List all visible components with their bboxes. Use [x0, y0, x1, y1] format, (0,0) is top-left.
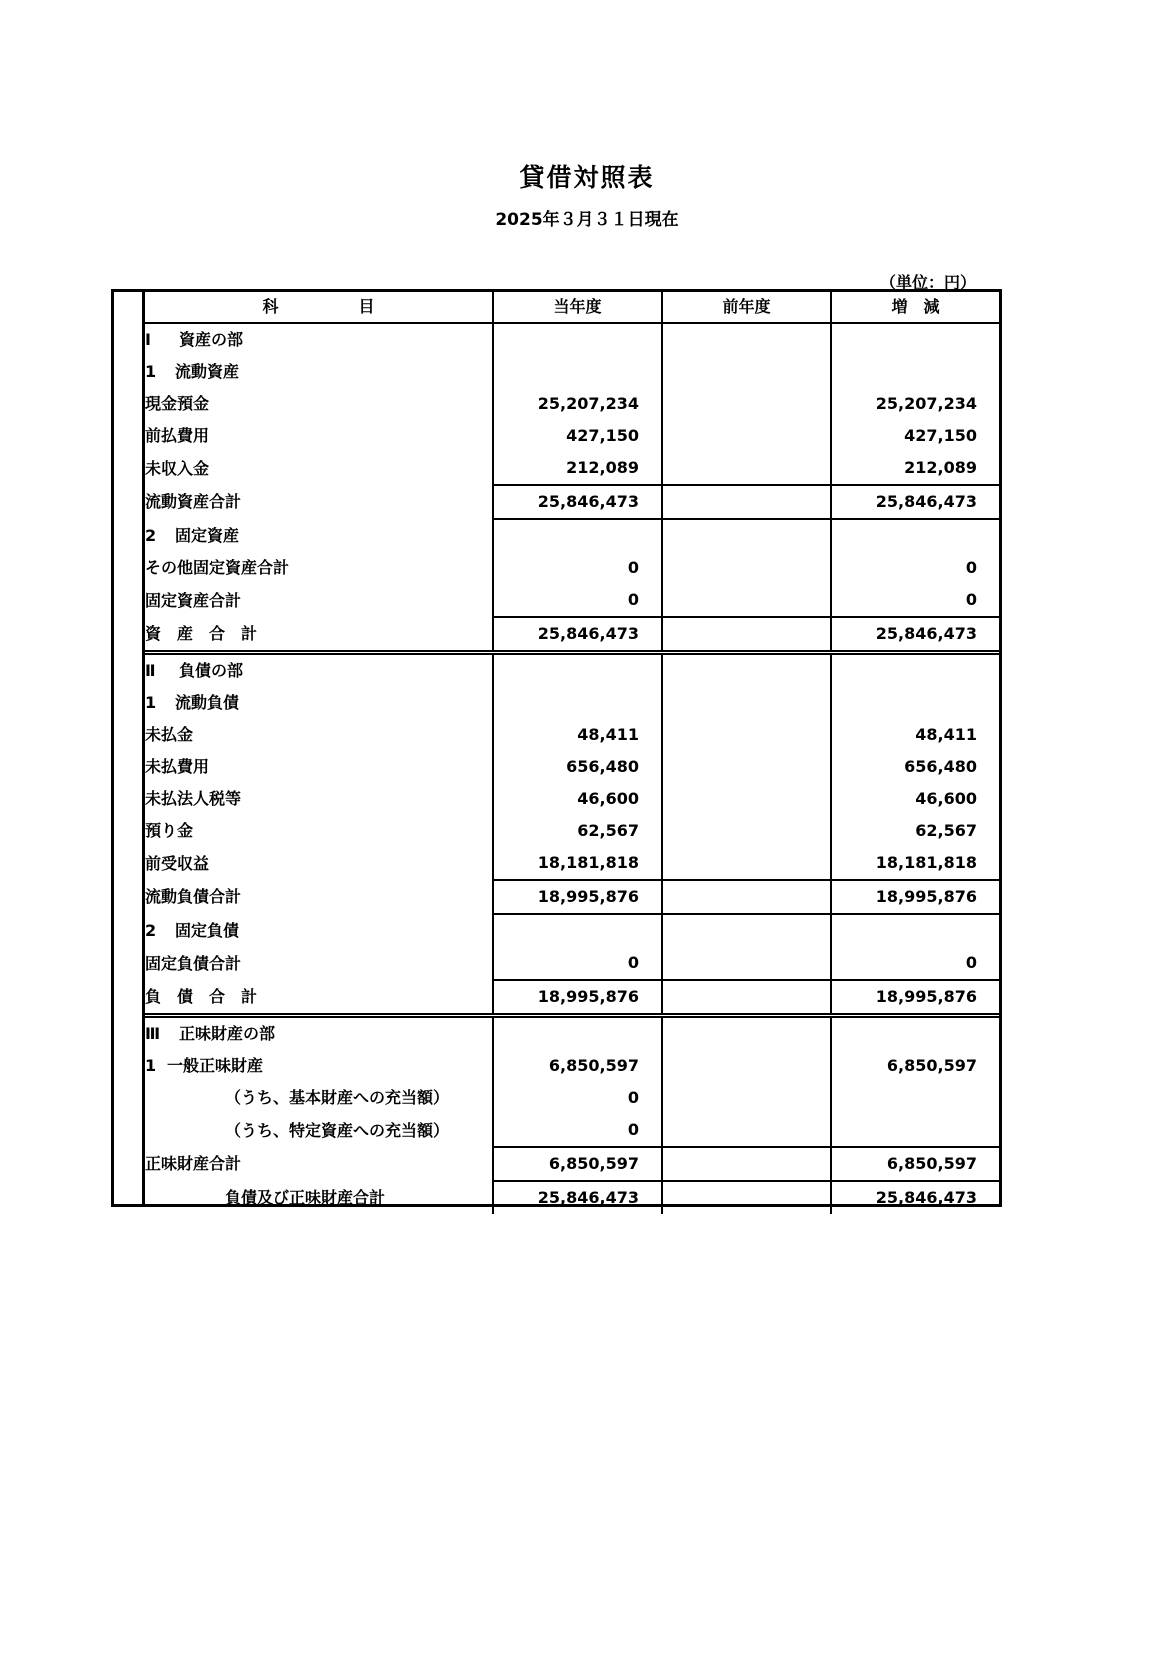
row-label: 未払金 — [145, 725, 194, 744]
subsection-number: 1 — [145, 362, 157, 381]
value-previous — [662, 617, 831, 653]
value-change: 0 — [831, 552, 999, 584]
value-previous — [662, 1050, 831, 1082]
header-subject: 科 目 — [145, 292, 493, 323]
row-label: 預り金 — [145, 821, 194, 840]
value-previous — [662, 1147, 831, 1181]
section-numeral: Ⅲ — [145, 1024, 161, 1043]
value-previous — [662, 388, 831, 420]
value-change: 18,181,818 — [831, 847, 999, 880]
value-change: 25,846,473 — [831, 617, 999, 653]
subsection-number: 1 — [145, 693, 157, 712]
row-label: （うち、特定資産への充当額） — [225, 1120, 450, 1140]
row-label: 未払法人税等 — [145, 789, 242, 808]
value-current: 18,995,876 — [493, 980, 662, 1016]
value-current: 0 — [493, 552, 662, 584]
value-current: 18,181,818 — [493, 847, 662, 880]
page-title: 貸借対照表 — [519, 163, 655, 192]
row-label: 固定資産 — [175, 525, 240, 545]
header-current-year: 当年度 — [493, 292, 662, 323]
table-row — [145, 452, 999, 485]
value-current: 48,411 — [493, 719, 662, 751]
value-previous — [662, 452, 831, 485]
row-label: 流動負債合計 — [145, 887, 242, 906]
table-row — [145, 1114, 999, 1147]
value-previous — [662, 880, 831, 914]
table-row — [145, 751, 999, 783]
row-label: 現金預金 — [145, 394, 210, 413]
value-previous — [662, 584, 831, 617]
row-label: 流動資産合計 — [145, 492, 242, 511]
subsection-number: 2 — [145, 920, 157, 940]
value-change: 427,150 — [831, 420, 999, 452]
value-current: 427,150 — [493, 420, 662, 452]
value-current: 6,850,597 — [493, 1147, 662, 1181]
value-current: 6,850,597 — [493, 1050, 662, 1082]
row-label: その他固定資産合計 — [145, 558, 290, 577]
table-row — [145, 420, 999, 452]
value-current: 25,846,473 — [493, 617, 662, 653]
row-label: 固定資産合計 — [145, 590, 242, 610]
value-change: 6,850,597 — [831, 1050, 999, 1082]
table-row — [145, 617, 999, 653]
value-change: 0 — [831, 947, 999, 980]
value-current: 62,567 — [493, 815, 662, 847]
header-change: 増 減 — [831, 292, 999, 323]
table-row — [145, 653, 999, 688]
row-label: 正味財産合計 — [145, 1154, 242, 1173]
header-row — [145, 292, 999, 323]
value-change: 48,411 — [831, 719, 999, 751]
row-label: 流動資産 — [175, 362, 240, 381]
value-change: 656,480 — [831, 751, 999, 783]
row-label: 固定負債 — [175, 920, 240, 940]
row-label: 前受収益 — [145, 853, 210, 873]
section-label-assets: 資産の部 — [179, 330, 244, 349]
table-row — [145, 914, 999, 947]
table-row — [145, 356, 999, 388]
value-current: 25,846,473 — [493, 485, 662, 519]
row-label: 負債及び正味財産合計 — [225, 1187, 386, 1207]
value-previous — [662, 783, 831, 815]
row-label: 流動負債 — [175, 693, 240, 712]
value-change: 0 — [831, 584, 999, 617]
value-previous — [662, 552, 831, 584]
table-row — [145, 323, 999, 356]
value-previous — [662, 751, 831, 783]
value-change — [831, 1082, 999, 1114]
table-row — [145, 1181, 999, 1214]
table-row — [145, 687, 999, 719]
section-numeral: Ⅱ — [145, 661, 156, 680]
value-change: 18,995,876 — [831, 980, 999, 1016]
value-current: 0 — [493, 947, 662, 980]
table-row — [145, 719, 999, 751]
value-previous — [662, 815, 831, 847]
row-label: 負 債 合 計 — [145, 980, 493, 1016]
value-change: 6,850,597 — [831, 1147, 999, 1181]
value-previous — [662, 847, 831, 880]
table-row — [145, 1082, 999, 1114]
row-label: 前払費用 — [145, 426, 210, 445]
value-change — [831, 1114, 999, 1147]
subsection-number: 2 — [145, 525, 157, 545]
value-current: 656,480 — [493, 751, 662, 783]
section-label-net-assets: 正味財産の部 — [179, 1024, 276, 1043]
table-row — [145, 815, 999, 847]
value-change: 46,600 — [831, 783, 999, 815]
value-previous — [662, 485, 831, 519]
table-row — [145, 880, 999, 914]
value-current: 25,846,473 — [493, 1181, 662, 1214]
table-row — [145, 1016, 999, 1051]
row-label: 一般正味財産 — [167, 1056, 264, 1075]
value-previous — [662, 1114, 831, 1147]
table-row — [145, 519, 999, 552]
table-row — [145, 980, 999, 1016]
value-current: 0 — [493, 1082, 662, 1114]
section-label-liabilities: 負債の部 — [179, 661, 244, 680]
subsection-number: 1 — [145, 1056, 157, 1075]
table-row — [145, 947, 999, 980]
value-current: 0 — [493, 1114, 662, 1147]
unit-label: （単位：円） — [880, 273, 977, 292]
table-row — [145, 847, 999, 880]
value-current: 25,207,234 — [493, 388, 662, 420]
value-previous — [662, 719, 831, 751]
value-current: 212,089 — [493, 452, 662, 485]
value-change: 212,089 — [831, 452, 999, 485]
value-current: 0 — [493, 584, 662, 617]
row-label: 未払費用 — [145, 757, 210, 776]
value-change: 18,995,876 — [831, 880, 999, 914]
table-row — [145, 388, 999, 420]
value-previous — [662, 1082, 831, 1114]
row-label: 資 産 合 計 — [145, 617, 493, 653]
row-label: 固定負債合計 — [145, 953, 242, 973]
balance-sheet-table — [145, 292, 999, 1214]
value-current: 46,600 — [493, 783, 662, 815]
row-label: 未収入金 — [145, 458, 210, 478]
value-change: 25,846,473 — [831, 485, 999, 519]
value-previous — [662, 980, 831, 1016]
table-row — [145, 1050, 999, 1082]
value-previous — [662, 420, 831, 452]
report-date: 2025年３月３１日現在 — [495, 210, 679, 230]
value-change: 62,567 — [831, 815, 999, 847]
value-change: 25,207,234 — [831, 388, 999, 420]
value-current: 18,995,876 — [493, 880, 662, 914]
value-previous — [662, 947, 831, 980]
row-label: （うち、基本財産への充当額） — [225, 1088, 450, 1107]
table-row — [145, 1147, 999, 1181]
table-row — [145, 584, 999, 617]
section-numeral: Ⅰ — [145, 330, 151, 349]
header-previous-year: 前年度 — [662, 292, 831, 323]
table-row — [145, 552, 999, 584]
value-change: 25,846,473 — [831, 1181, 999, 1214]
value-previous — [662, 1181, 831, 1214]
table-row — [145, 485, 999, 519]
table-row — [145, 783, 999, 815]
